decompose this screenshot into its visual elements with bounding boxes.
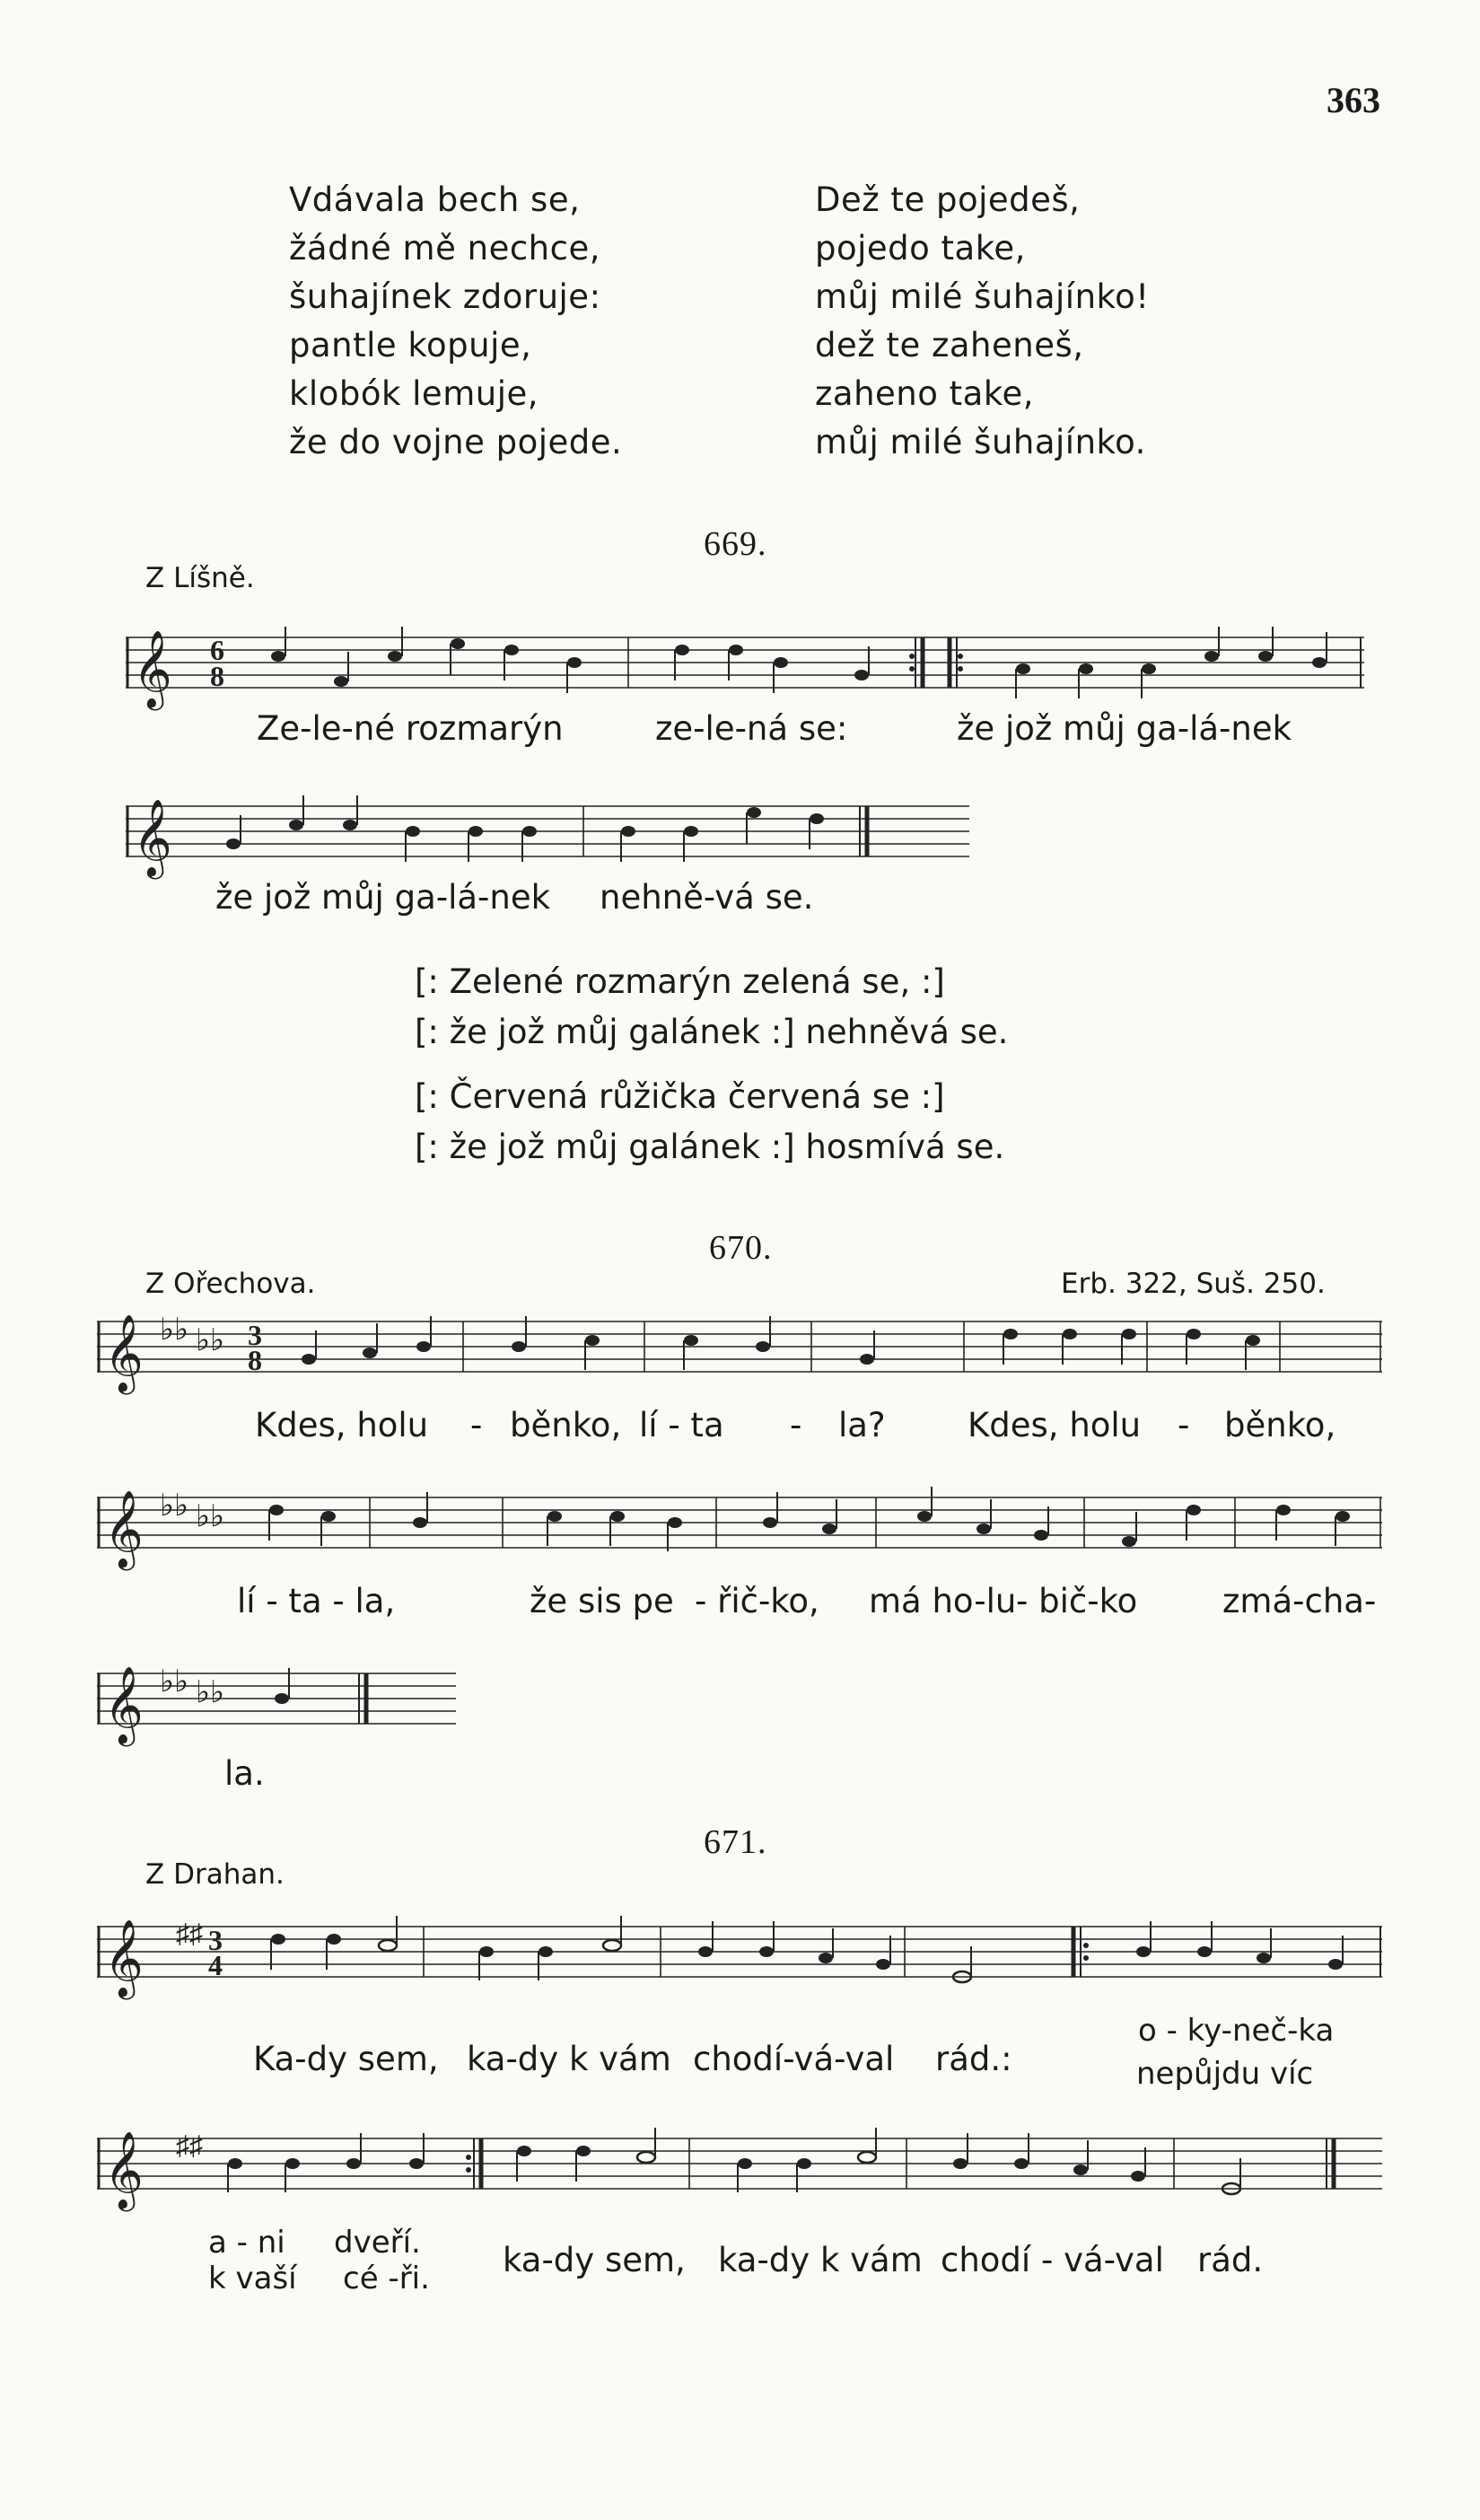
music-staff [97, 1474, 1382, 1582]
lyrics-line: - [470, 1406, 483, 1444]
verse-line: klobók lemuje, [289, 374, 539, 413]
verse-line: Vdávala bech se, [289, 180, 581, 219]
lyrics-line: Ka-dy sem, [253, 2040, 439, 2078]
verse-line: dež te zaheneš, [815, 326, 1084, 364]
staff-svg [126, 788, 969, 887]
lyrics-line: ka-dy k vám [467, 2040, 671, 2078]
lyrics-line: k vaší [208, 2261, 297, 2296]
lyrics-line: chodí - vá-val [941, 2241, 1164, 2279]
lyrics-line: o - ky-neč-ka [1138, 2013, 1335, 2049]
verse-line: Dež te pojedeš, [815, 180, 1081, 219]
verse-line: šuhajínek zdoruje: [289, 277, 601, 316]
lyrics-line: Ze-le-né rozmarýn [257, 709, 564, 748]
lyrics-line: má ho-lu [869, 1582, 1017, 1620]
svg-text:♯♯: ♯♯ [176, 1919, 203, 1949]
lyrics-line: lí - ta [639, 1406, 724, 1444]
refrain-line: [: že jož můj galánek :] nehněvá se. [415, 1013, 1009, 1051]
song-origin: Z Ořechova. [145, 1268, 316, 1300]
lyrics-line: la. [224, 1754, 265, 1793]
verse-line: zaheno take, [815, 374, 1034, 413]
refrain-line: [: Zelené rozmarýn zelená se, :] [415, 962, 945, 1001]
lyrics-line: nepůjdu víc [1136, 2056, 1314, 2092]
lyrics-line: lí - ta - la, [237, 1582, 396, 1620]
staff-svg [97, 1903, 1382, 2011]
svg-text:𝄞: 𝄞 [104, 1490, 144, 1567]
music-staff [97, 1650, 456, 1758]
svg-text:8: 8 [210, 660, 224, 692]
lyrics-line: - řič-ko, [695, 1582, 819, 1620]
lyrics-line: běnko, [1224, 1406, 1336, 1444]
svg-text:𝄞: 𝄞 [104, 1314, 144, 1392]
staff-svg [97, 2115, 1382, 2223]
lyrics-line: ze-le-ná se: [655, 709, 848, 748]
lyrics-line: že sis pe [530, 1582, 674, 1620]
svg-text:6: 6 [210, 634, 224, 666]
svg-text:3: 3 [208, 1924, 223, 1956]
lyrics-line: - bič-ko [1016, 1582, 1138, 1620]
lyrics-line: ka-dy sem, [503, 2241, 686, 2279]
lyrics-line: rád.: [935, 2040, 1012, 2078]
lyrics-line: zmá-cha- [1222, 1582, 1377, 1620]
song-number: 671. [704, 1823, 767, 1861]
lyrics-line: - [790, 1406, 802, 1444]
lyrics-line: dveří. [334, 2225, 421, 2261]
music-staff [97, 2115, 1382, 2223]
svg-text:♭♭: ♭♭ [160, 1313, 189, 1347]
verse-line: můj milé šuhajínko. [815, 423, 1146, 461]
verse-line: žádné mě nechce, [289, 229, 600, 268]
svg-text:4: 4 [208, 1949, 223, 1981]
lyrics-line: ka-dy k vám [718, 2241, 923, 2279]
staff-svg [97, 1474, 1382, 1582]
music-staff [97, 1298, 1382, 1406]
svg-text:♭♭: ♭♭ [196, 1676, 225, 1709]
staff-svg [97, 1650, 456, 1758]
staff-svg [97, 1298, 1382, 1406]
verse-line: můj milé šuhajínko! [815, 277, 1150, 316]
svg-text:♭♭: ♭♭ [160, 1489, 189, 1523]
lyrics-line: - [1178, 1406, 1190, 1444]
lyrics-line: cé -ři. [343, 2261, 430, 2296]
lyrics-line: rád. [1197, 2241, 1264, 2279]
music-staff [126, 788, 969, 887]
intro-verse-left [289, 176, 622, 467]
svg-text:𝄞: 𝄞 [133, 799, 172, 876]
song-reference: Erb. 322, Suš. 250. [1061, 1268, 1326, 1300]
lyrics-line: že jož můj ga-lá-nek [957, 709, 1292, 748]
svg-text:3: 3 [248, 1319, 262, 1351]
song-number: 669. [704, 525, 767, 563]
refrain-line: [: že jož můj galánek :] hosmívá se. [415, 1128, 1005, 1166]
intro-verse-right [815, 176, 1150, 467]
lyrics-line: že jož můj ga-lá-nek [215, 878, 551, 917]
lyrics-line: a - ni [208, 2225, 285, 2261]
lyrics-line: la? [838, 1406, 886, 1444]
svg-text:𝄞: 𝄞 [133, 630, 172, 707]
lyrics-line: Kdes, holu [968, 1406, 1142, 1444]
verse-line: pojedo take, [815, 229, 1026, 268]
svg-text:𝄞: 𝄞 [104, 1919, 144, 1997]
refrain [415, 957, 1008, 1172]
music-staff [97, 1903, 1382, 2011]
svg-text:♯♯: ♯♯ [176, 2131, 203, 2161]
song-number: 670. [709, 1229, 773, 1267]
lyrics-line: nehně-vá se. [600, 878, 814, 917]
svg-text:♭♭: ♭♭ [160, 1665, 189, 1699]
svg-text:𝄞: 𝄞 [104, 1666, 144, 1743]
svg-text:♭♭: ♭♭ [196, 1500, 225, 1533]
song-origin: Z Líšně. [145, 562, 255, 594]
svg-text:♭♭: ♭♭ [196, 1324, 225, 1357]
refrain-line: [: Červená růžička červená se :] [415, 1077, 945, 1116]
verse-line: pantle kopuje, [289, 326, 532, 364]
svg-text:𝄞: 𝄞 [104, 2131, 144, 2208]
lyrics-line: běnko, [510, 1406, 622, 1444]
page-number: 363 [1327, 80, 1380, 120]
lyrics-line: chodí-vá-val [693, 2040, 895, 2078]
svg-text:8: 8 [248, 1344, 262, 1376]
song-origin: Z Drahan. [145, 1858, 285, 1891]
lyrics-line: Kdes, holu [255, 1406, 429, 1444]
verse-line: že do vojne pojede. [289, 423, 623, 461]
